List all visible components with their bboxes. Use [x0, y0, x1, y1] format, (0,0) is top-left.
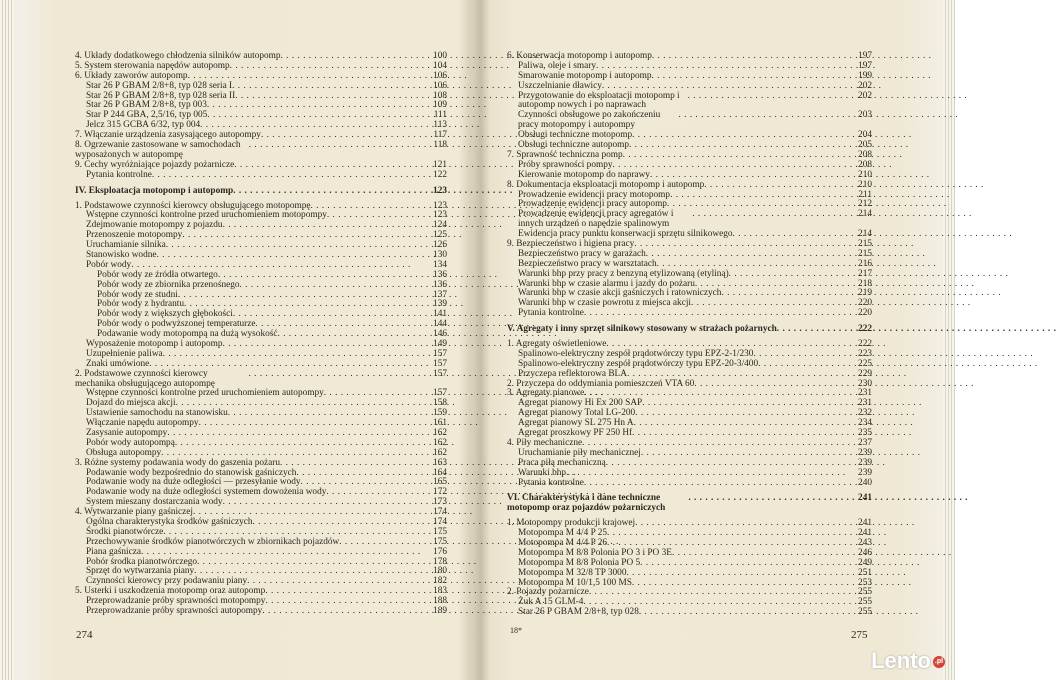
toc-entry-page: 124 — [433, 220, 447, 231]
toc-entry-page: 234 — [858, 418, 872, 429]
toc-leader-dots — [777, 325, 850, 335]
toc-entry — [507, 608, 872, 618]
toc-entry-page: 232 — [858, 408, 872, 419]
toc-entry-title: Pytania kontrolne — [518, 308, 584, 319]
toc-entry-title: 1. Agregaty oświetleniowe — [507, 339, 607, 350]
toc-entry-page: 163 — [433, 457, 447, 468]
toc-entry-page: 162 — [433, 437, 447, 448]
toc-entry-page: 229 — [858, 368, 872, 379]
toc-entry — [507, 111, 872, 131]
toc-entry-title: Podawanie wody bezpośrednio do stanowisk gaśniczych — [86, 467, 297, 478]
toc-entry-page: 219 — [858, 288, 872, 299]
toc-entry-page: 121 — [433, 159, 447, 170]
right-page-toc — [507, 52, 872, 618]
toc-entry-page: 237 — [858, 437, 872, 448]
toc-entry-title: Motopompa M 4/4 P 26 — [518, 537, 608, 548]
toc-entry-title: Star 26 P GBAM 2/8+8, typ 003 — [86, 100, 207, 111]
toc-entry-title: Spalinowo-elektryczny zespół prądotwórczy typu EPZ-2-1/230 — [518, 348, 754, 359]
toc-entry-title: 5. System sterowania napędów autopomp — [75, 60, 230, 71]
toc-entry-title: Motopompa M 8/8 Polonia PO 5 — [518, 557, 641, 568]
toc-entry-page: 178 — [433, 556, 447, 567]
toc-entry-page: 146 — [433, 329, 447, 340]
toc-entry-page: 176 — [433, 546, 447, 557]
toc-entry-title: Pytania kontrolne — [518, 477, 584, 488]
toc-entry-page: 109 — [433, 100, 447, 111]
toc-entry-page: 123 — [433, 200, 447, 211]
toc-entry-title: Zdejmowanie motopompy z pojazdu — [86, 220, 223, 231]
toc-entry-title: 3. Agregaty pianowe — [507, 388, 585, 399]
toc-entry-page: 241 — [858, 528, 872, 539]
toc-entry-title: Pobór wody — [86, 259, 132, 270]
toc-entry-title: Agregat proszkowy PF 250 Hf — [518, 428, 633, 439]
toc-entry-title: Uruchamianie piły mechanicznej — [518, 447, 641, 458]
toc-entry-title: Spalinowo-elektryczny zespół prądotwórczy typu EPZ-20-3/400 — [518, 358, 759, 369]
toc-entry-title: Smarowanie motopomp i autopomp — [518, 70, 652, 81]
toc-entry-title: Pobór wody ze zbiornika przenośnego — [97, 279, 240, 290]
toc-entry-title: Star 26 P GBAM 2/8+8, typ 028 seria II — [86, 90, 236, 101]
toc-entry-page: 218 — [858, 278, 872, 289]
toc-entry-page: 220 — [858, 308, 872, 319]
toc-entry-page: 174 — [433, 517, 447, 528]
toc-entry-title: Pobór wody z większych głębokości — [97, 309, 233, 320]
toc-entry-title: Pobór wody ze studni — [97, 289, 178, 300]
toc-entry-page: 108 — [433, 90, 447, 101]
toc-entry-page: 255 — [858, 587, 872, 598]
toc-entry-title: Ogólna charakterystyka środków gaśniczych — [86, 517, 253, 528]
left-page-toc — [75, 52, 447, 617]
toc-entry-title: Zasysanie autopompy — [86, 428, 168, 439]
toc-entry-page: 157 — [433, 348, 447, 359]
toc-entry-title: Pobór wody o podwyższonej temperaturze — [97, 319, 256, 330]
toc-entry-page: 235 — [858, 428, 872, 439]
toc-leader-dots — [639, 608, 850, 618]
toc-entry-page: 106 — [433, 70, 447, 81]
toc-entry-page: 211 — [858, 189, 872, 200]
toc-entry-page: 162 — [433, 428, 447, 439]
toc-entry — [75, 171, 447, 181]
toc-entry-title: Próby sprawności pompy — [518, 159, 613, 170]
toc-entry-page: 123 — [433, 210, 447, 221]
toc-entry-page: 175 — [433, 526, 447, 537]
toc-entry-title: Dojazd do miejsca akcji — [86, 398, 176, 409]
toc-entry-title: Star 26 P GBAM 2/8+8, typ 028 seria I — [86, 80, 233, 91]
toc-entry-page: 243 — [858, 537, 872, 548]
toc-entry-title: Podawanie wody motopompą na dużą wysokość — [97, 329, 278, 340]
toc-entry-title: Podawanie wody na duże odległości systemem dowożenia wody — [86, 487, 327, 498]
toc-entry-title: Praca piłą mechaniczną — [518, 457, 606, 468]
toc-entry-title: Czynności obsługowe po zakończeniu pracy motopompy i autopompy — [518, 110, 661, 131]
toc-leader-dots — [152, 171, 425, 181]
toc-entry-title: 7. Włączanie urządzenia zasysającego autopompy — [75, 130, 261, 141]
toc-entry-page: 251 — [858, 567, 872, 578]
signature-mark: 18* — [510, 626, 522, 635]
watermark-logo — [871, 648, 945, 674]
toc-entry-title: Agregat pianowy SL 275 Hn A — [518, 418, 634, 429]
toc-leader-dots — [262, 607, 425, 617]
toc-entry-page: 199 — [858, 70, 872, 81]
toc-entry-page: 158 — [433, 398, 447, 409]
toc-entry-page: 253 — [858, 577, 872, 588]
toc-entry-page: 137 — [433, 289, 447, 300]
toc-entry — [507, 92, 872, 112]
toc-entry-page: 104 — [433, 60, 447, 71]
toc-entry-title: 7. Sprawność techniczna pomp — [507, 149, 623, 160]
toc-entry-page: 239 — [858, 447, 872, 458]
toc-entry — [75, 141, 447, 161]
toc-entry-title: 2. Pojazdy pożarnicze — [507, 587, 589, 598]
toc-entry-page: 208 — [858, 159, 872, 170]
toc-entry-page: 220 — [858, 298, 872, 309]
toc-entry-title: Warunki bhp w czasie akcji gaśniczych i ratowniczych — [518, 288, 722, 299]
toc-leader-dots — [584, 309, 850, 319]
toc-leader-dots — [688, 494, 850, 504]
toc-entry-page: 230 — [858, 378, 872, 389]
toc-entry-title: Czynności kierowcy przy podawaniu piany — [86, 576, 248, 587]
toc-entry-title: Motopompa M 32/8 TP 3000 — [518, 567, 627, 578]
toc-entry-title: Warunki bhp — [518, 467, 567, 478]
toc-entry-page: 239 — [858, 457, 872, 468]
toc-entry — [507, 309, 872, 319]
page-edges-right — [943, 0, 955, 680]
toc-entry-page: 215 — [858, 239, 872, 250]
toc-entry-title: Star 26 P GBAM 2/8+8, typ 028 — [518, 607, 639, 618]
toc-entry-title: Przygotowanie do eksploatacji motopomp i autopomp nowych i po naprawach — [518, 90, 680, 111]
toc-entry-title: Jelcz 315 GCBA 6/32, typ 004 — [86, 120, 201, 131]
toc-entry-title: 4. Wytwarzanie piany gaśniczej — [75, 507, 194, 518]
toc-entry-page: 246 — [858, 547, 872, 558]
toc-entry-title: System mieszany dostarczania wody — [86, 497, 223, 508]
toc-entry-title: Wstępne czynności kontrolne przed uruchomieniem autopompy — [86, 388, 324, 399]
toc-entry-title: Prowadzenie ewidencji pracy motopomp — [518, 189, 671, 200]
toc-entry-page: 165 — [433, 477, 447, 488]
toc-entry-page: 157 — [433, 388, 447, 399]
toc-entry-page: 216 — [858, 258, 872, 269]
toc-entry-title: Motopompa M 4/4 P 25 — [518, 528, 608, 539]
toc-entry-title: Wyposażenie motopomp i autopomp — [86, 338, 223, 349]
toc-leader-dots — [678, 111, 850, 121]
toc-entry-page: 173 — [433, 497, 447, 508]
toc-entry-title: 6. Układy zaworów autopomp — [75, 70, 188, 81]
toc-entry-title: Przeprowadzanie próby sprawności motopompy — [86, 596, 266, 607]
toc-entry-title: Pobór wody autopompą — [86, 437, 175, 448]
toc-entry-title: 1. Motopompy produkcji krajowej — [507, 518, 636, 529]
toc-entry-title: Sprzęt do wytwarzania piany — [86, 566, 195, 577]
toc-entry-title: Przeprowadzanie próby sprawności autopompy — [86, 606, 263, 617]
right-page-number: 275 — [851, 629, 868, 641]
toc-entry-title: 8. Dokumentacja eksploatacji motopomp i autopomp — [507, 179, 705, 190]
toc-entry-title: Obsługi techniczne autopomp — [518, 140, 630, 151]
left-page-number: 274 — [76, 629, 93, 641]
toc-entry-page: 225 — [858, 358, 872, 369]
toc-entry — [507, 479, 872, 489]
toc-entry-title: Stanowisko wodne — [86, 249, 157, 260]
toc-entry-page: 161 — [433, 418, 447, 429]
toc-entry-title: Agregat pianowy Hi Ex 200 SAP — [518, 398, 643, 409]
toc-entry-title: Warunki bhp w czasie alarmu i jazdy do pożaru — [518, 278, 695, 289]
toc-entry-title: Obsługi techniczne motopomp — [518, 130, 633, 141]
page-edges-left — [0, 0, 14, 680]
toc-entry-title: Żuk A 15 GLM-4 — [518, 597, 584, 608]
toc-entry-page: 214 — [858, 209, 872, 220]
toc-entry-title: Ustawienie samochodu na stanowisku — [86, 408, 228, 419]
toc-entry-title: Podawanie wody na duże odległości — przesyłanie wody — [86, 477, 301, 488]
toc-entry-page: 106 — [433, 80, 447, 91]
toc-entry-title: 2. Podstawowe czynności kierowcy mechanika obsługującego autopompę — [75, 368, 215, 389]
toc-entry-page: 139 — [433, 299, 447, 310]
toc-entry-page: 182 — [433, 576, 447, 587]
toc-entry-page: 157 — [433, 358, 447, 369]
toc-entry-page: 111 — [433, 110, 447, 121]
toc-entry-page: 126 — [433, 240, 447, 251]
toc-entry-page: 172 — [433, 487, 447, 498]
toc-entry-title: 4. Piły mechaniczne — [507, 437, 583, 448]
toc-entry-page: 183 — [433, 586, 447, 597]
toc-leader-dots — [688, 92, 850, 102]
toc-entry-title: Ewidencja pracy punktu konserwacji sprzętu silnikowego — [518, 229, 733, 240]
toc-entry-page: 117 — [433, 130, 447, 141]
toc-entry-title: Pobór wody z hydrantu — [97, 299, 185, 310]
toc-entry-page: 180 — [433, 566, 447, 577]
toc-entry-page: 203 — [858, 110, 872, 121]
toc-entry-page: 141 — [433, 309, 447, 320]
toc-entry-page: 118 — [433, 140, 447, 151]
toc-entry-title: 9. Cechy wyróżniające pojazdy pożarnicze — [75, 159, 235, 170]
toc-entry-page: 204 — [858, 130, 872, 141]
toc-entry-page: 210 — [858, 179, 872, 190]
toc-entry — [75, 607, 447, 617]
toc-entry-title: Pobór wody ze źródła otwartego — [97, 269, 218, 280]
toc-entry-page: 122 — [433, 169, 447, 180]
toc-entry-title: Środki pianotwórcze — [86, 526, 164, 537]
toc-entry-title: Motopompa M 10/1,5 100 MS — [518, 577, 632, 588]
toc-entry-page: 255 — [858, 597, 872, 608]
toc-entry-page: 222 — [858, 339, 872, 350]
toc-entry-page: 136 — [433, 269, 447, 280]
toc-entry-page: 164 — [433, 467, 447, 478]
toc-entry-page: 189 — [433, 606, 447, 617]
toc-leader-dots — [692, 210, 850, 220]
toc-entry-title: Obsługa autopompy — [86, 447, 162, 458]
toc-entry-title: Motopompa M 8/8 Polonia PO 3 i PO 3E — [518, 547, 672, 558]
toc-entry-page: 208 — [858, 149, 872, 160]
toc-entry-page: 136 — [433, 279, 447, 290]
toc-entry-page: 100 — [433, 51, 447, 61]
toc-entry — [507, 210, 872, 230]
toc-entry-title: Prowadzenie ewidencji pracy agregatów i innych urządzeń o napędzie spalinowym — [518, 209, 674, 230]
toc-entry-title: V. Agregaty i inny sprzęt silnikowy stosowany w strażach pożarnych — [507, 324, 777, 335]
toc-entry-page: 240 — [858, 477, 872, 488]
toc-entry-page: 123 — [433, 185, 447, 196]
toc-entry-title: Wstępne czynności kontrolne przed uruchomieniem motopompy — [86, 210, 327, 221]
watermark-badge: .pl — [933, 656, 945, 668]
toc-entry-page: 205 — [858, 140, 872, 151]
toc-entry-title: 4. Układy dodatkowego chłodzenia silników autopomp — [75, 51, 281, 61]
toc-entry-page: 202 — [858, 80, 872, 91]
toc-entry-page: 223 — [858, 348, 872, 359]
toc-entry-title: IV. Eksploatacja motopomp i autopomp — [75, 185, 234, 196]
toc-entry-title: Bezpieczeństwo pracy w warsztatach — [518, 258, 657, 269]
toc-entry-title: 5. Usterki i uszkodzenia motopomp oraz autopomp — [75, 586, 266, 597]
toc-entry — [507, 325, 872, 335]
toc-entry-page: 210 — [858, 169, 872, 180]
toc-entry-title: Pytania kontrolne — [86, 169, 152, 180]
toc-entry-page: 231 — [858, 388, 872, 399]
toc-entry-page: 197 — [858, 60, 872, 71]
toc-entry-page: 162 — [433, 447, 447, 458]
toc-entry-page: 249 — [858, 557, 872, 568]
toc-leader-dots — [249, 141, 425, 151]
toc-entry-page: 241 — [858, 518, 872, 529]
toc-entry-page: 149 — [433, 338, 447, 349]
toc-entry-title: Star P 244 GBA, 2,5/16, typ 005 — [86, 110, 208, 121]
toc-entry-page: 125 — [433, 230, 447, 241]
toc-entry-page: 144 — [433, 319, 447, 330]
toc-entry-title: Uzupełnienie paliwa — [86, 348, 163, 359]
toc-entry-page: 202 — [858, 90, 872, 101]
toc-entry-page: 239 — [858, 467, 872, 478]
toc-leader-dots — [233, 187, 425, 197]
toc-entry-title: VI. Charakterystyka i dane techniczne motopomp oraz pojazdów pożarniczych — [507, 493, 666, 514]
toc-entry-title: Znaki umówione — [86, 358, 150, 369]
toc-entry-page: 215 — [858, 248, 872, 259]
toc-entry-title: Bezpieczeństwo pracy w garażach — [518, 248, 646, 259]
toc-entry — [507, 494, 872, 514]
toc-entry-title: Kierowanie motopomp do naprawy — [518, 169, 650, 180]
toc-entry-title: Uruchamianie silnika — [86, 240, 166, 251]
toc-entry-title: Warunki bhp przy pracy z benzyną etylizowaną (etyliną) — [518, 268, 729, 279]
toc-entry-title: Włączanie napędu autopompy — [86, 418, 199, 429]
toc-leader-dots — [249, 370, 425, 380]
toc-entry-title: 2. Przyczepa do oddymiania pomieszczeń VTA 60 — [507, 378, 695, 389]
toc-entry-title: Piana gaśnicza — [86, 546, 141, 557]
toc-entry-page: 222 — [858, 324, 872, 335]
toc-entry-page: 231 — [858, 398, 872, 409]
toc-entry-title: Uszczelnianie dławicy — [518, 80, 602, 91]
toc-entry — [75, 370, 447, 390]
toc-entry-title: 1. Podstawowe czynności kierowcy obsługującego motopompę — [75, 200, 311, 211]
toc-entry-page: 255 — [858, 607, 872, 618]
toc-entry-title: Przechowywanie środków pianotwórczych w zbiornikach pojazdów — [86, 536, 340, 547]
toc-entry-title: Paliwa, oleje i smary — [518, 60, 596, 71]
toc-leader-dots — [584, 479, 850, 489]
toc-entry-title: Pobór środka pianotwórczego — [86, 556, 198, 567]
toc-entry-page: 188 — [433, 596, 447, 607]
toc-entry-title: Warunki bhp w czasie powrotu z miejsca akcji — [518, 298, 691, 309]
toc-entry-page: 241 — [858, 493, 872, 504]
toc-entry-title: Przenoszenie motopompy — [86, 230, 183, 241]
toc-entry-title: 8. Ogrzewanie zastosowane w samochodach wyposażonych w autopompę — [75, 140, 241, 160]
toc-entry-title: Prowadzenie ewidencji pracy autopomp — [518, 199, 667, 210]
toc-entry-title: Przyczepa reflektorowa BLA — [518, 368, 627, 379]
toc-entry-page: 157 — [433, 368, 447, 379]
watermark-text: Lento — [871, 648, 931, 673]
toc-entry-page: 197 — [858, 51, 872, 61]
toc-entry-page: 130 — [433, 249, 447, 260]
toc-entry-page: 212 — [858, 199, 872, 210]
toc-entry-page: 174 — [433, 507, 447, 518]
toc-entry-title: Agregat pianowy Total LG-200 — [518, 408, 636, 419]
toc-entry-title: 9. Bezpieczeństwo i higiena pracy — [507, 239, 635, 250]
toc-entry-page: 217 — [858, 268, 872, 279]
toc-entry-title: 6. Konserwacja motopomp i autopomp — [507, 51, 652, 61]
toc-entry-title: 3. Różne systemy podawania wody do gaszenia pożaru — [75, 457, 280, 468]
toc-entry-page: 159 — [433, 408, 447, 419]
toc-entry-page: 134 — [433, 259, 447, 270]
toc-entry — [75, 187, 447, 197]
toc-entry-page: 214 — [858, 229, 872, 240]
toc-entry-page: 113 — [433, 120, 447, 131]
toc-entry-page: 175 — [433, 536, 447, 547]
